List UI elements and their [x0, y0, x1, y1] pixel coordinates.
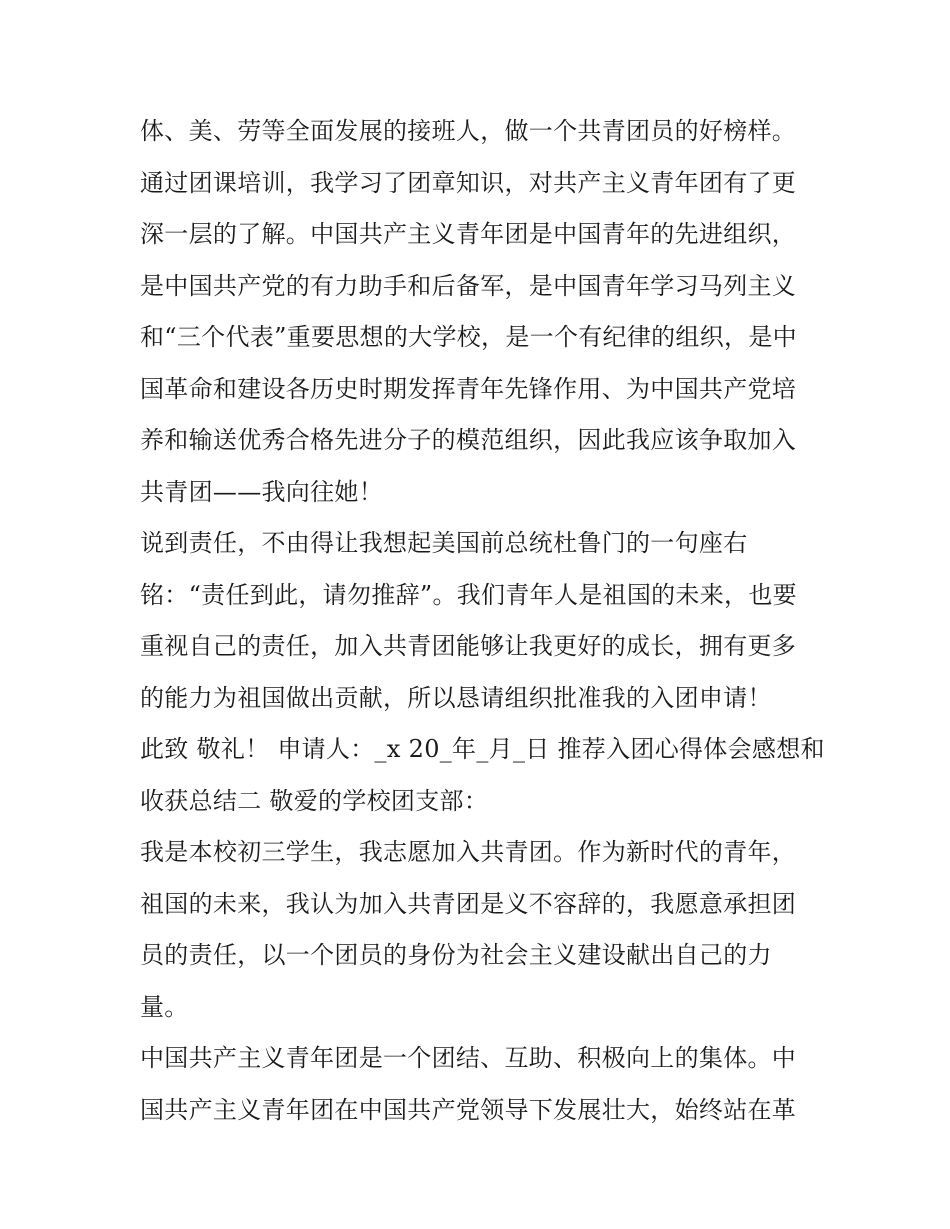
text-line: 共青团——我向往她！ [140, 477, 383, 506]
text-line: 说到责任，不由得让我想起美国前总统杜鲁门的一句座右 [140, 529, 748, 557]
text-line: 量。 [140, 992, 189, 1021]
text-line: 和“三个代表”重要思想的大学校，是一个有纪律的组织，是中 [140, 323, 797, 351]
text-line: 体、美、劳等全面发展的接班人，做一个共青团员的好榜样。 [140, 117, 797, 145]
text-line: 国革命和建设各历史时期发挥青年先锋作用、为中国共产党培 [140, 374, 797, 403]
text-line: 铭：“责任到此，请勿推辞”。我们青年人是祖国的未来，也要 [140, 580, 797, 609]
text-line: 深一层的了解。中国共产主义青年团是中国青年的先进组织， [140, 220, 797, 248]
text-line: 国共产主义青年团在中国共产党领导下发展壮大，始终站在革 [140, 1095, 797, 1124]
text-line: 是中国共产党的有力助手和后备军，是中国青年学习马列主义 [140, 271, 797, 300]
text-line: 重视自己的责任，加入共青团能够让我更好的成长，拥有更多 [140, 632, 797, 660]
text-line: 通过团课培训，我学习了团章知识，对共产主义青年团有了更 [140, 168, 797, 197]
text-line: 祖国的未来，我认为加入共青团是义不容辞的，我愿意承担团 [140, 889, 797, 918]
text-line: 的能力为祖国做出贡献，所以恳请组织批准我的入团申请！ [140, 683, 772, 712]
text-line: 员的责任，以一个团员的身份为社会主义建设献出自己的力 [140, 941, 772, 969]
text-line: 中国共产主义青年团是一个团结、互助、积极向上的集体。中 [140, 1044, 797, 1072]
document-body [140, 106, 825, 1136]
text-line: 此致 敬礼！ 申请人：_x 20_年_月_日 推荐入团心得体会感想和 [140, 735, 825, 763]
text-line: 我是本校初三学生，我志愿加入共青团。作为新时代的青年， [140, 838, 797, 866]
text-line: 收获总结二 敬爱的学校团支部： [140, 786, 489, 815]
text-line: 养和输送优秀合格先进分子的模范组织，因此我应该争取加入 [140, 426, 797, 454]
